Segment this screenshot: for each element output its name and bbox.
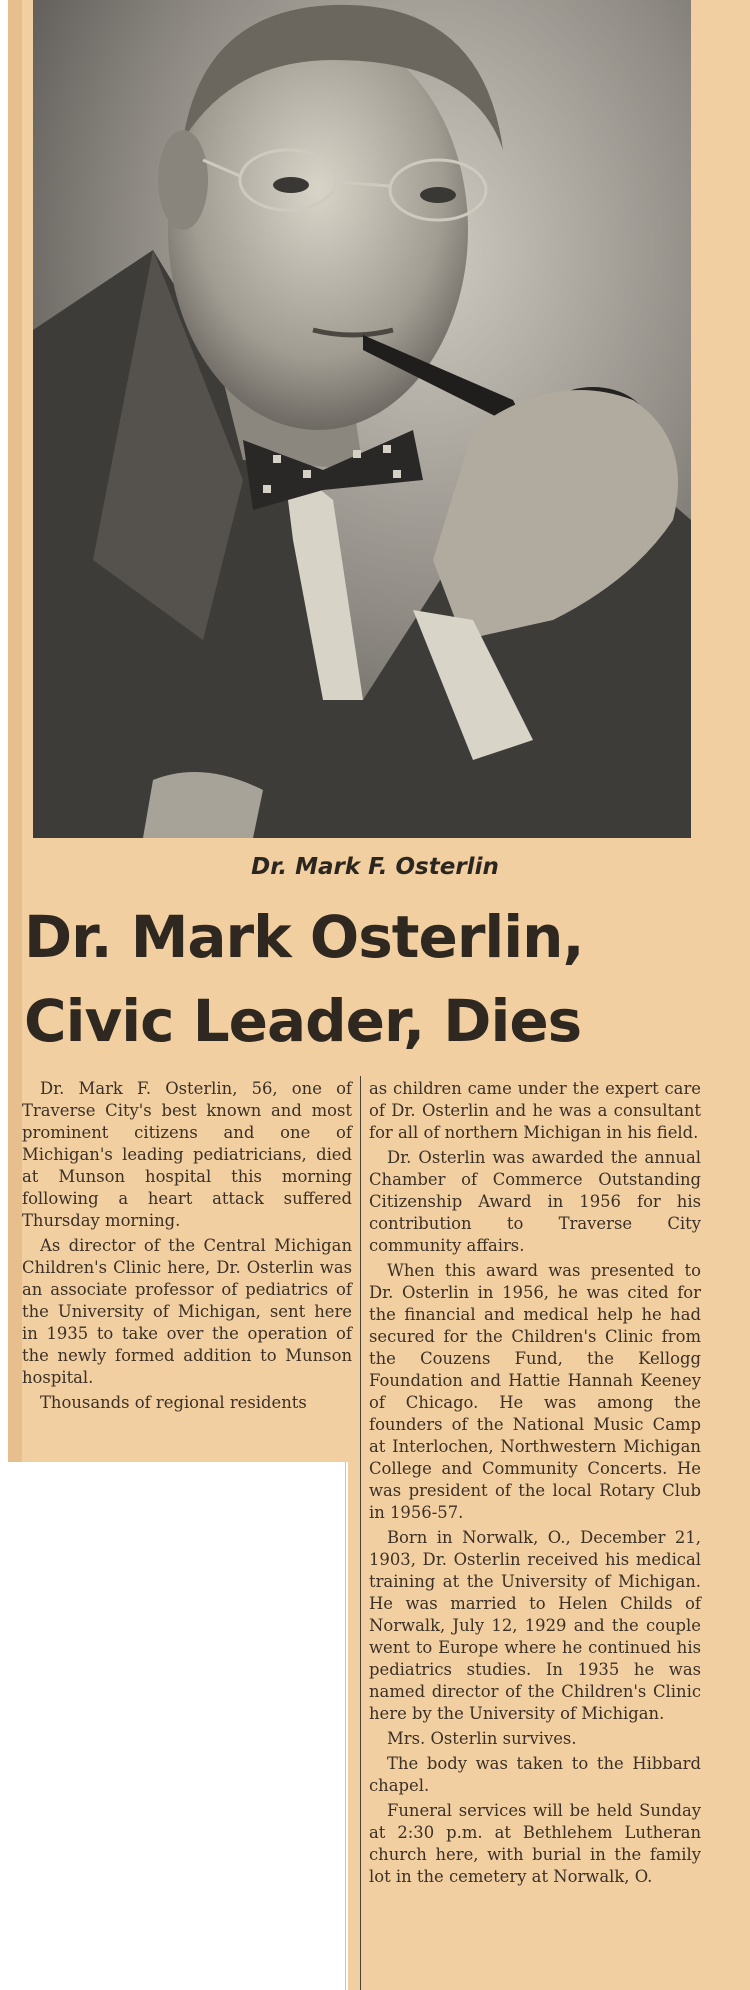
portrait-photo: [33, 0, 691, 838]
photo-caption: Dr. Mark F. Osterlin: [251, 854, 499, 880]
article-column-right: [369, 1078, 701, 1891]
article-paragraph: Mrs. Osterlin survives.: [387, 1729, 577, 1748]
clipping-edge: [8, 0, 22, 1462]
article-paragraph: Funeral services will be held Sunday at 2:30 p.m. at Bethlehem Lutheran church here, with burial in the family lot in the cemetery at Norwalk, O.: [369, 1801, 701, 1886]
column-divider: [360, 1076, 361, 1990]
article-column-left: [22, 1078, 352, 1417]
portrait-image: [33, 0, 691, 838]
article-paragraph: Dr. Osterlin was awarded the annual Chamber of Commerce Outstanding Citizenship Award in 1956 for his contribution to Traverse City community affairs.: [369, 1148, 701, 1255]
headline-line-2: Civic Leader, Dies: [24, 987, 582, 1055]
headline: [24, 895, 734, 1063]
article-paragraph: Born in Norwalk, O., December 21, 1903, Dr. Osterlin received his medical training at the University of Michigan. He was married to Helen Childs of Norwalk, July 12, 1929 and the couple went to Europe where he continued his pediatrics studies. In 1935 he was named director of the Children's Clinic here by the University of Michigan.: [369, 1528, 701, 1723]
article-paragraph: Dr. Mark F. Osterlin, 56, one of Traverse City's best known and most prominent citizens and one of Michigan's leading pediatricians, died at Munson hospital this morning following a heart attack suffered Thursday morning.: [22, 1079, 352, 1230]
article-paragraph: As director of the Central Michigan Children's Clinic here, Dr. Osterlin was an associate professor of pediatrics of the University of Michigan, sent here in 1935 to take over the operation of the newly formed addition to Munson hospital.: [22, 1236, 352, 1387]
article-paragraph: Thousands of regional residents: [40, 1393, 307, 1412]
headline-line-1: Dr. Mark Osterlin,: [24, 903, 584, 971]
clipping-cut-edge: [345, 1462, 346, 1990]
article-paragraph: as children came under the expert care of Dr. Osterlin and he was a consultant for all of northern Michigan in his field.: [369, 1079, 701, 1142]
article-paragraph: When this award was presented to Dr. Osterlin in 1956, he was cited for the financial and medical help he had secured for the Children's Clinic from the Couzens Fund, the Kellogg Foundation and Hattie Hannah Keeney of Chicago. He was among the founders of the National Music Camp at Interlochen, Northwestern Michigan College and Community Concerts. He was president of the local Rotary Club in 1956-57.: [369, 1261, 701, 1522]
article-paragraph: The body was taken to the Hibbard chapel.: [369, 1754, 701, 1795]
